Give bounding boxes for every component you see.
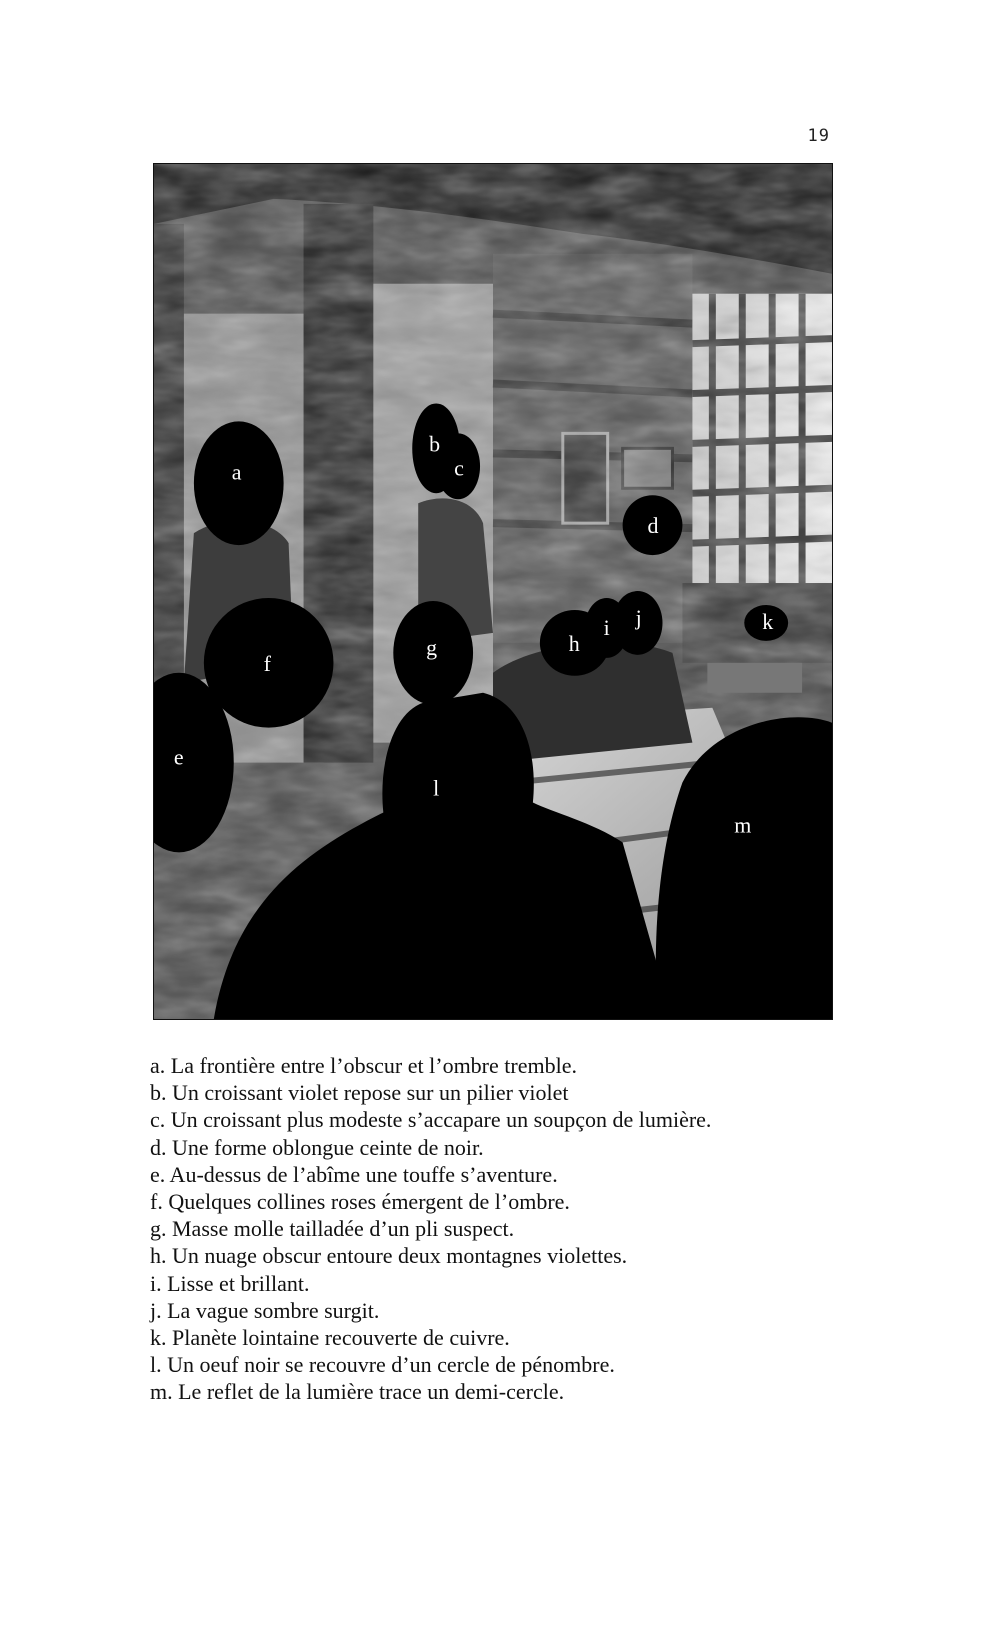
legend-item-c: c. Un croissant plus modeste s’accapare un soupçon de lumière. [150,1107,712,1133]
label-b: b [429,431,441,457]
label-h: h [568,630,580,656]
label-j: j [635,604,642,630]
label-e: e [173,744,184,770]
label-c: c [454,455,464,481]
legend-item-a: a. La frontière entre l’obscur et l’ombre tremble. [150,1053,577,1078]
label-g: g [426,634,438,660]
label-d: d [647,513,659,539]
legend-item-f: f. Quelques collines roses émergent de l’ombre. [150,1189,570,1215]
label-k: k [762,608,774,634]
legend-item-g: g. Masse molle tailladée d’un pli suspect. [150,1216,515,1242]
page-number: 19 [807,126,830,146]
legend-item-m: m. Le reflet de la lumière trace un demi-cercle. [150,1379,565,1405]
legend-item-b: b. Un croissant violet repose sur un pilier violet [150,1080,569,1106]
legend-item-i: i. Lisse et brillant. [150,1270,310,1296]
legend-item-e: e. Au-dessus de l’abîme une touffe s’aventure. [150,1161,558,1187]
ink-wash-illustration [153,163,833,1020]
label-i: i [603,614,610,640]
label-a: a [231,459,242,485]
illustration-canvas [154,164,832,1019]
legend-item-k: k. Planète lointaine recouverte de cuivre. [150,1325,510,1351]
label-l: l [433,775,440,801]
legend-item-j: j. La vague sombre surgit. [150,1297,380,1323]
legend-list [150,1052,850,1406]
legend-item-h: h. Un nuage obscur entoure deux montagnes violettes. [150,1243,628,1269]
label-m: m [734,812,752,838]
label-f: f [263,650,271,676]
legend-item-d: d. Une forme oblongue ceinte de noir. [150,1134,484,1160]
legend-item-l: l. Un oeuf noir se recouvre d’un cercle de pénombre. [150,1352,615,1378]
side-table [707,663,802,693]
